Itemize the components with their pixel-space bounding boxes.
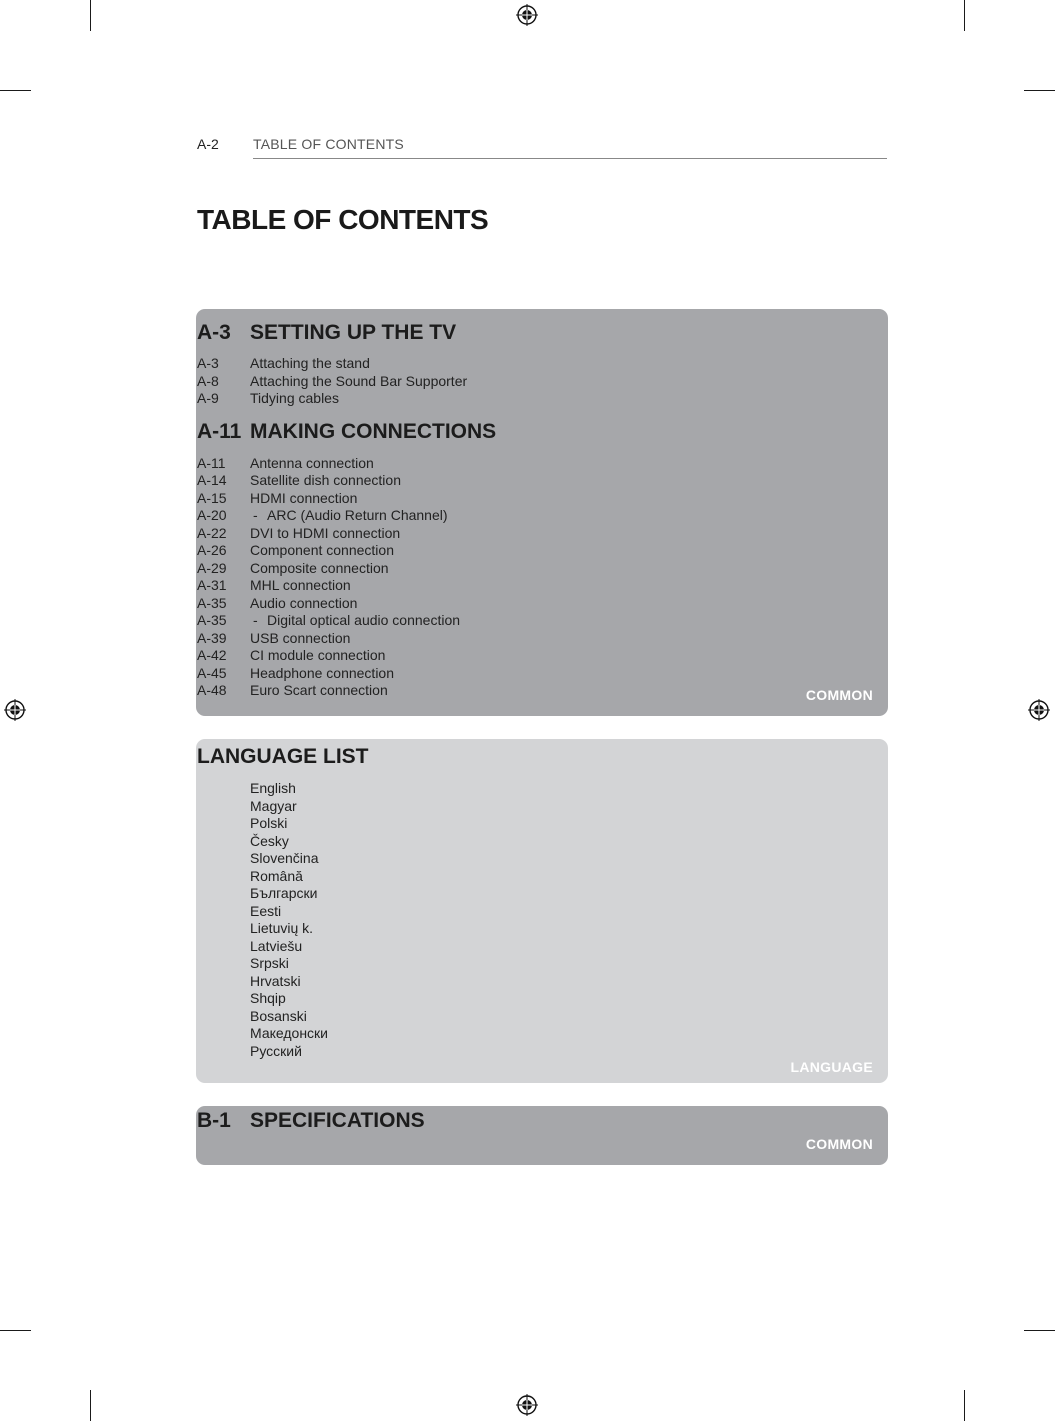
language-item[interactable]: Srpski bbox=[250, 955, 289, 971]
entry-label: Attaching the Sound Bar Supporter bbox=[250, 373, 468, 389]
language-item[interactable]: Polski bbox=[250, 815, 288, 831]
entry-page-number: A-15 bbox=[197, 490, 227, 506]
registration-mark-icon bbox=[4, 699, 26, 721]
entry-label: Audio connection bbox=[250, 595, 358, 611]
entry-label: Satellite dish connection bbox=[250, 472, 401, 488]
language-item[interactable]: Hrvatski bbox=[250, 973, 301, 989]
language-item[interactable]: Български bbox=[250, 885, 318, 901]
entry-page-number: A-8 bbox=[197, 373, 219, 389]
section-page-number: B-1 bbox=[197, 1109, 231, 1132]
language-item[interactable]: Bosanski bbox=[250, 1008, 307, 1024]
entry-page-number: A-26 bbox=[197, 542, 227, 558]
language-item[interactable]: Shqip bbox=[250, 990, 286, 1006]
toc-entry[interactable] bbox=[197, 664, 394, 682]
section-title: SETTING UP THE TV bbox=[250, 321, 457, 344]
language-item[interactable]: Magyar bbox=[250, 798, 297, 814]
registration-mark-icon bbox=[1028, 699, 1050, 721]
entry-page-number: A-20 bbox=[197, 507, 227, 523]
toc-entry[interactable] bbox=[197, 629, 350, 647]
language-item[interactable]: Latviešu bbox=[250, 938, 303, 954]
entry-label: ARC (Audio Return Channel) bbox=[267, 507, 448, 523]
panel-tag: COMMON bbox=[805, 1136, 873, 1152]
crop-mark bbox=[0, 1330, 31, 1331]
crop-mark bbox=[90, 0, 91, 31]
entry-label: Tidying cables bbox=[250, 390, 339, 406]
header-section-title: TABLE OF CONTENTS bbox=[253, 136, 404, 152]
crop-mark bbox=[90, 1390, 91, 1421]
toc-entry[interactable] bbox=[197, 594, 357, 612]
registration-mark-icon bbox=[516, 4, 538, 26]
toc-entry[interactable] bbox=[197, 524, 400, 542]
entry-label: USB connection bbox=[250, 630, 351, 646]
crop-mark bbox=[0, 90, 31, 91]
entry-page-number: A-22 bbox=[197, 525, 227, 541]
sub-entry-marker: - bbox=[253, 612, 258, 628]
toc-entry[interactable] bbox=[197, 454, 374, 472]
section-heading[interactable] bbox=[197, 1109, 425, 1133]
language-item[interactable]: Македонски bbox=[250, 1025, 328, 1041]
entry-label: MHL connection bbox=[250, 577, 351, 593]
entry-label: Attaching the stand bbox=[250, 355, 370, 371]
crop-mark bbox=[964, 0, 965, 31]
registration-mark-icon bbox=[516, 1394, 538, 1416]
section-heading: LANGUAGE LIST bbox=[197, 745, 369, 768]
header-rule bbox=[253, 158, 887, 159]
entry-label: Composite connection bbox=[250, 560, 389, 576]
entry-page-number: A-45 bbox=[197, 665, 227, 681]
language-item[interactable]: English bbox=[250, 780, 296, 796]
entry-page-number: A-48 bbox=[197, 682, 227, 698]
language-item[interactable]: Česky bbox=[250, 833, 289, 849]
toc-entry[interactable] bbox=[197, 611, 460, 629]
toc-entry[interactable] bbox=[197, 506, 448, 524]
entry-label: Component connection bbox=[250, 542, 394, 558]
panel-tag: LANGUAGE bbox=[790, 1059, 873, 1075]
entry-label: Euro Scart connection bbox=[250, 682, 388, 698]
language-item[interactable]: Slovenčina bbox=[250, 850, 319, 866]
section-heading bbox=[197, 420, 496, 444]
crop-mark bbox=[1024, 90, 1055, 91]
language-panel bbox=[196, 739, 888, 1083]
toc-entry[interactable] bbox=[197, 489, 357, 507]
sub-entry-marker: - bbox=[253, 507, 258, 523]
crop-mark bbox=[964, 1390, 965, 1421]
entry-page-number: A-14 bbox=[197, 472, 227, 488]
entry-label: Headphone connection bbox=[250, 665, 395, 681]
entry-page-number: A-35 bbox=[197, 595, 227, 611]
toc-entry[interactable] bbox=[197, 372, 467, 390]
panel-tag: COMMON bbox=[805, 687, 873, 703]
toc-entry[interactable] bbox=[197, 541, 394, 559]
entry-page-number: A-9 bbox=[197, 390, 219, 406]
crop-mark bbox=[1024, 1330, 1055, 1331]
language-item[interactable]: Русский bbox=[250, 1043, 302, 1059]
toc-entry[interactable] bbox=[197, 681, 388, 699]
section-page-number: A-11 bbox=[197, 420, 242, 443]
entry-label: DVI to HDMI connection bbox=[250, 525, 401, 541]
entry-label: Digital optical audio connection bbox=[267, 612, 461, 628]
entry-label: CI module connection bbox=[250, 647, 386, 663]
header-page-number: A-2 bbox=[197, 136, 219, 152]
section-title: MAKING CONNECTIONS bbox=[250, 420, 497, 443]
entry-page-number: A-3 bbox=[197, 355, 219, 371]
section-heading bbox=[197, 321, 456, 345]
entry-page-number: A-31 bbox=[197, 577, 227, 593]
page-title: TABLE OF CONTENTS bbox=[197, 204, 489, 235]
toc-entry[interactable] bbox=[197, 559, 389, 577]
toc-entry[interactable] bbox=[197, 354, 370, 372]
common-panel bbox=[196, 309, 888, 716]
toc-entry[interactable] bbox=[197, 646, 385, 664]
entry-page-number: A-42 bbox=[197, 647, 227, 663]
entry-page-number: A-11 bbox=[197, 455, 226, 471]
entry-page-number: A-29 bbox=[197, 560, 227, 576]
entry-label: Antenna connection bbox=[250, 455, 374, 471]
language-item[interactable]: Eesti bbox=[250, 903, 282, 919]
specifications-panel bbox=[196, 1106, 888, 1165]
entry-page-number: A-39 bbox=[197, 630, 227, 646]
toc-entry[interactable] bbox=[197, 471, 401, 489]
section-title: SPECIFICATIONS bbox=[250, 1109, 425, 1132]
section-page-number: A-3 bbox=[197, 321, 231, 344]
toc-entry[interactable] bbox=[197, 576, 351, 594]
language-item[interactable]: Română bbox=[250, 868, 303, 884]
entry-label: HDMI connection bbox=[250, 490, 358, 506]
language-item[interactable]: Lietuvių k. bbox=[250, 920, 314, 936]
toc-entry[interactable] bbox=[197, 389, 339, 407]
entry-page-number: A-35 bbox=[197, 612, 227, 628]
